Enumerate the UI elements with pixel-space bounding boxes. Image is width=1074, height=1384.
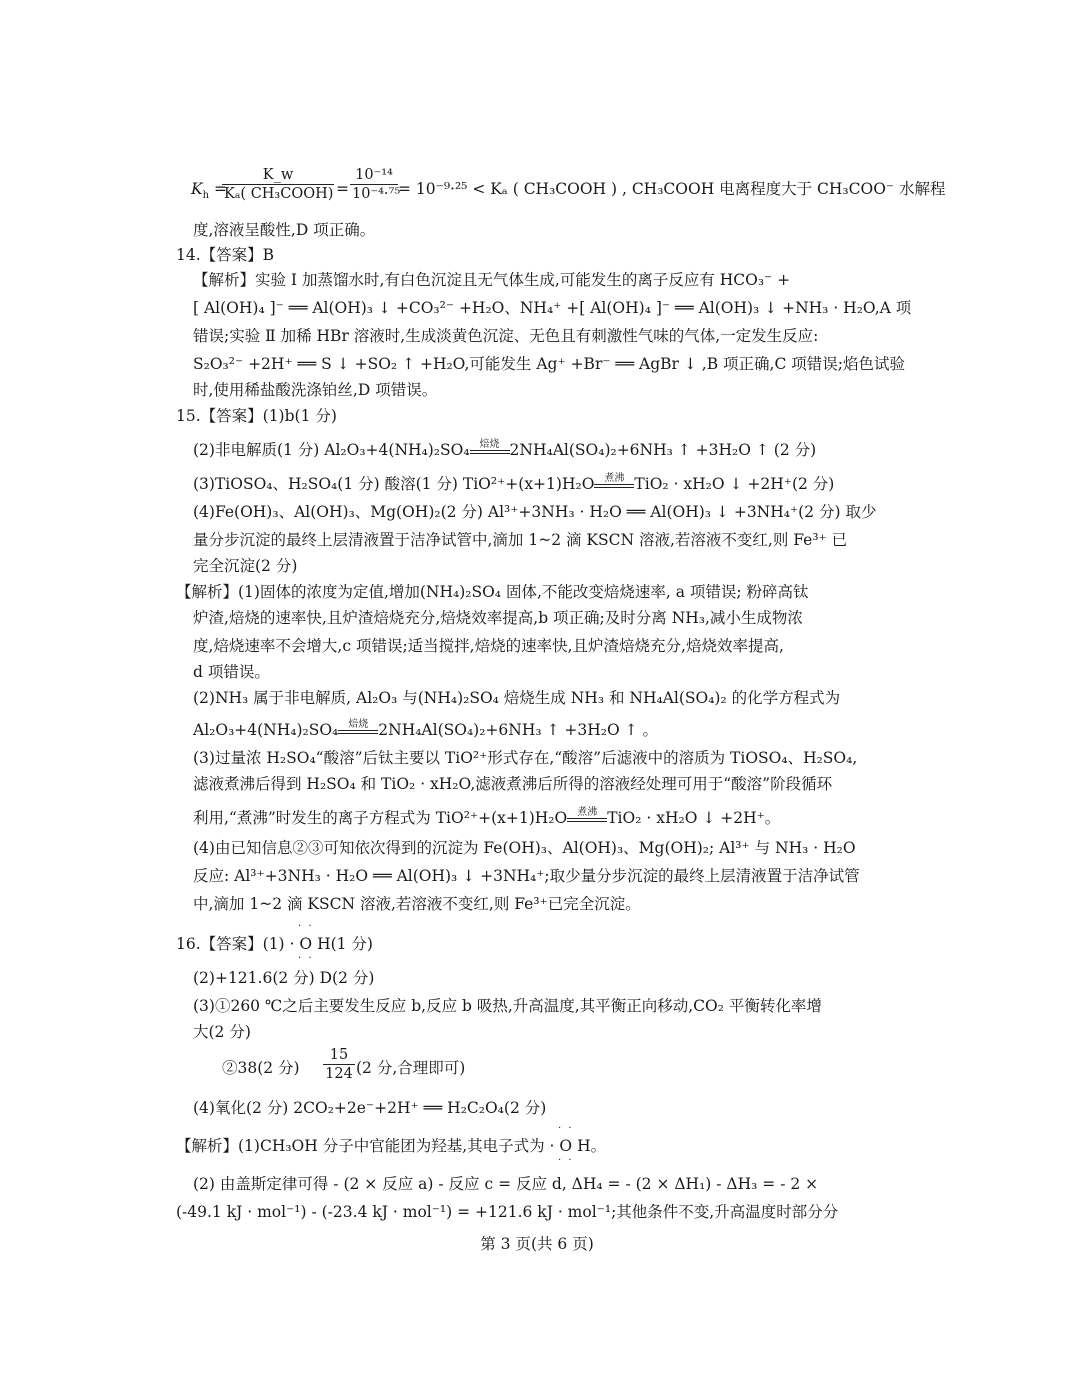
equation-line: (3)TiOSO₄、H₂SO₄(1 分) 酸溶(1 分) TiO²⁺+(x+1)H₂O 煮沸 TiO₂ · xH₂O ↓ +2H⁺(2 分) <box>193 472 834 496</box>
text-line: (-49.1 kJ · mol⁻¹) - (-23.4 kJ · mol⁻¹) = +121.6 kJ · mol⁻¹;其他条件不变,升高温度时部分分 <box>176 1203 839 1221</box>
text-line: d 项错误。 <box>193 663 270 681</box>
text-line: (4)由已知信息②③可知依次得到的沉淀为 Fe(OH)₃、Al(OH)₃、Mg(OH)₂; Al³⁺ 与 NH₃ · H₂O <box>193 839 856 857</box>
text-line: 【解析】实验 Ⅰ 加蒸馏水时,有白色沉淀且无气体生成,可能发生的离子反应有 HCO₃⁻ + <box>193 271 791 289</box>
text-line: 炉渣,焙烧的速率快,且炉渣焙烧充分,焙烧效率提高,b 项正确;及时分离 NH₃,减小生成物浓 <box>193 609 803 627</box>
reaction-arrow-boil: 煮沸 <box>567 808 607 830</box>
text-line: (2)+121.6(2 分) D(2 分) <box>193 969 375 987</box>
power-fraction: $\frac{\text{10⁻¹⁴}}{\text{10⁻⁴·⁷⁵}}$ <box>352 167 401 202</box>
text-line: [ Al(OH)₄ ]⁻ ══ Al(OH)₃ ↓ +CO₃²⁻ +H₂O、NH₄⁺ +[ Al(OH)₄ ]⁻ ══ Al(OH)₃ ↓ +NH₃ · H₂O,A 项 <box>193 299 912 317</box>
text-line: 大(2 分) <box>193 1023 251 1041</box>
answer-heading-16: 16.【答案】(1) · · · O · · H(1 分) <box>176 921 373 964</box>
equals-sign: = <box>336 180 349 198</box>
equation-line: (2)非电解质(1 分) Al₂O₃+4(NH₄)₂SO₄ 焙烧 2NH₄Al(SO₄)₂+6NH₃ ↑ +3H₂O ↑ (2 分) <box>193 438 816 462</box>
reaction-arrow-boil: 煮沸 <box>594 474 634 496</box>
text-line: 时,使用稀盐酸洗涤铂丝,D 项错误。 <box>193 381 438 399</box>
text-line: (3)①260 ℃之后主要发生反应 b,反应 b 吸热,升高温度,其平衡正向移动,CO₂ 平衡转化率增 <box>193 997 822 1015</box>
text-line: (4)Fe(OH)₃、Al(OH)₃、Mg(OH)₂(2 分) Al³⁺+3NH₃ · H₂O ══ Al(OH)₃ ↓ +3NH₄⁺(2 分) 取少 <box>193 503 877 521</box>
answer-heading-14: 14.【答案】B <box>176 246 275 264</box>
reaction-arrow-roast: 焙烧 <box>470 440 510 462</box>
text-line: 滤液煮沸后得到 H₂SO₄ 和 TiO₂ · xH₂O,滤液煮沸后所得的溶液经处理可用于“酸溶”阶段循环 <box>193 775 833 793</box>
page-footer: 第 3 页(共 6 页) <box>480 1235 594 1253</box>
ratio-fraction: $\frac{15}{124}$ <box>323 1046 355 1083</box>
text-line: 度,溶液呈酸性,D 项正确。 <box>193 221 376 239</box>
text-line: S₂O₃²⁻ +2H⁺ ══ S ↓ +SO₂ ↑ +H₂O,可能发生 Ag⁺ +Br⁻ ══ AgBr ↓ ,B 项正确,C 项错误;焰色试验 <box>193 355 905 373</box>
text-line: 反应: Al³⁺+3NH₃ · H₂O ══ Al(OH)₃ ↓ +3NH₄⁺;取少量分步沉淀的最终上层清液置于洁净试管 <box>193 867 860 885</box>
explanation-line: 【解析】(1)固体的浓度为定值,增加(NH₄)₂SO₄ 固体,不能改变焙烧速率, a 项错误; 粉碎高钛 <box>176 583 809 601</box>
answer-heading-15: 15.【答案】(1)b(1 分) <box>176 407 337 425</box>
kw-fraction: K_w Kₐ( CH₃COOH) <box>224 167 334 202</box>
text-line: (3)过量浓 H₂SO₄“酸溶”后钛主要以 TiO²⁺形式存在,“酸溶”后滤液中的溶质为 TiOSO₄、H₂SO₄, <box>193 749 858 767</box>
kb-symbol: $K_h$ = <box>191 180 227 202</box>
answer-note: (2 分,合理即可) <box>356 1059 466 1077</box>
text-line: 错误;实验 Ⅱ 加稀 HBr 溶液时,生成淡黄色沉淀、无色且有刺激性气味的气体,一定发生反应: <box>193 327 819 345</box>
text-line: (2)NH₃ 属于非电解质, Al₂O₃ 与(NH₄)₂SO₄ 焙烧生成 NH₃ 和 NH₄Al(SO₄)₂ 的化学方程式为 <box>193 689 841 707</box>
explanation-line: 【解析】(1)CH₃OH 分子中官能团为羟基,其电子式为 · · · O · · H。 <box>176 1123 607 1166</box>
kb-comparison-text: = 10⁻⁹·²⁵ < Kₐ ( CH₃COOH ) , CH₃COOH 电离程度大于 CH₃COO⁻ 水解程 <box>398 180 946 198</box>
electron-formula-oxygen: · · O · · <box>558 1123 574 1166</box>
answer-part-2: ②38(2 分) <box>222 1059 300 1077</box>
equation-line: Al₂O₃+4(NH₄)₂SO₄ 焙烧 2NH₄Al(SO₄)₂+6NH₃ ↑ +3H₂O ↑ 。 <box>193 718 658 742</box>
text-line: (4)氧化(2 分) 2CO₂+2e⁻+2H⁺ ══ H₂C₂O₄(2 分) <box>193 1099 547 1117</box>
text-line: 中,滴加 1~2 滴 KSCN 溶液,若溶液不变红,则 Fe³⁺已完全沉淀。 <box>193 895 641 913</box>
text-line: 完全沉淀(2 分) <box>193 557 298 575</box>
text-line: (2) 由盖斯定律可得 - (2 × 反应 a) - 反应 c = 反应 d, ΔH₄ = - (2 × ΔH₁) - ΔH₃ = - 2 × <box>193 1175 819 1193</box>
electron-formula-oxygen: · · O · · <box>297 921 314 964</box>
reaction-arrow-roast: 焙烧 <box>338 720 378 742</box>
equation-line: 利用,“煮沸”时发生的离子方程式为 TiO²⁺+(x+1)H₂O 煮沸 TiO₂ · xH₂O ↓ +2H⁺。 <box>193 806 780 830</box>
text-line: 度,焙烧速率不会增大,c 项错误;适当搅拌,焙烧的速率快,且炉渣焙烧充分,焙烧效率提高, <box>193 637 784 655</box>
text-line: 量分步沉淀的最终上层清液置于洁净试管中,滴加 1~2 滴 KSCN 溶液,若溶液不变红,则 Fe³⁺ 已 <box>193 531 848 549</box>
